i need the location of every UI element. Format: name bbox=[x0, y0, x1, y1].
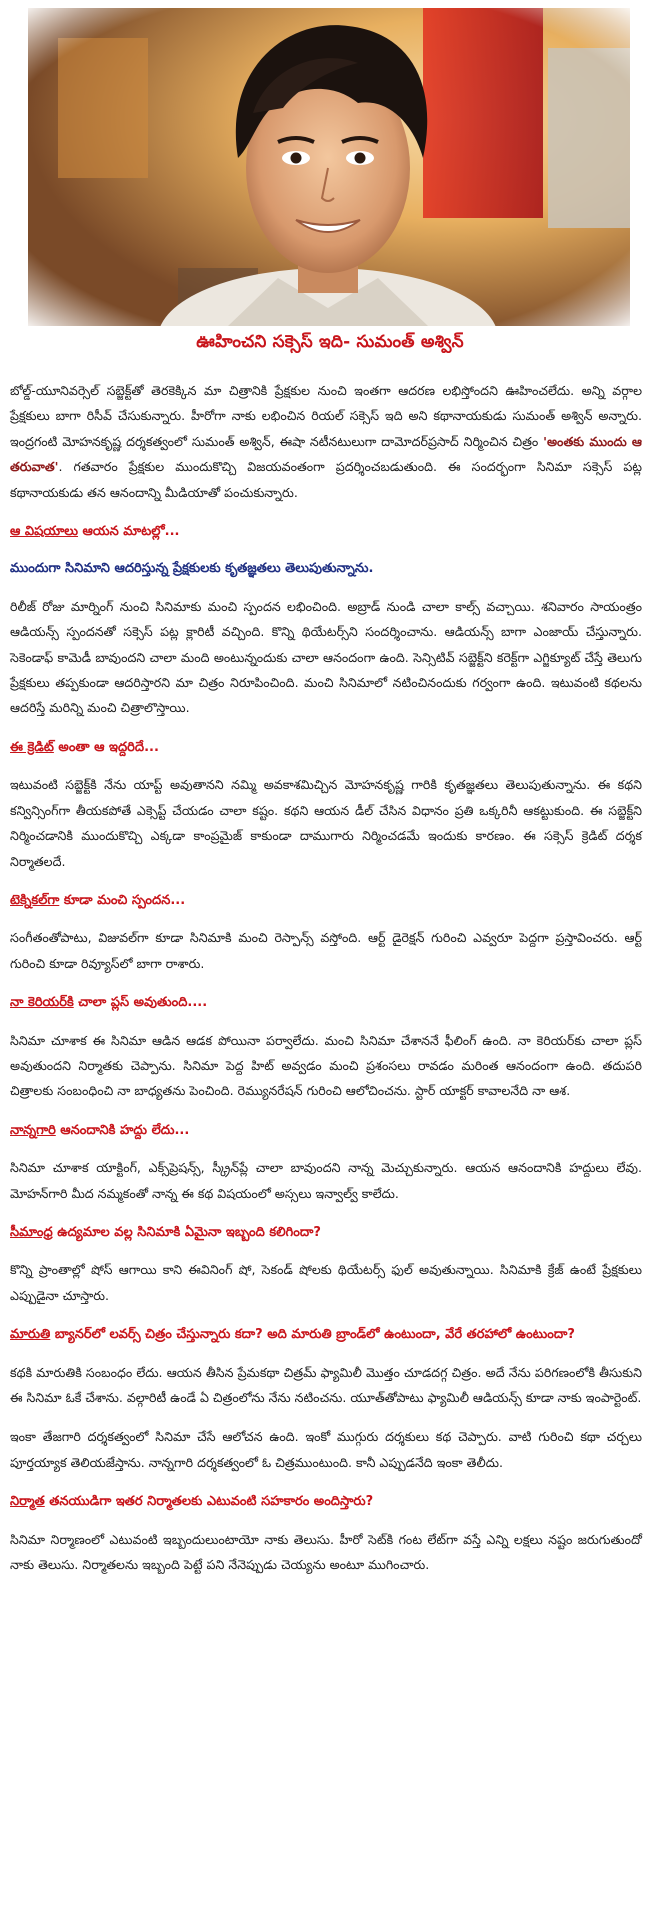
hero-photo-illustration bbox=[28, 8, 630, 326]
section-heading: మారుతి బ్యానర్‌లో లవర్స్ చిత్రం చేస్తున్నారు కదా? అది మారుతి బ్రాండ్‌లో ఉంటుందా, వేరే తరహాలో ఉంటుందా? bbox=[10, 1327, 575, 1343]
section-heading: నిర్మాత తనయుడిగా ఇతర నిర్మాతలకు ఎటువంటి సహకారం అందిస్తారు? bbox=[10, 1494, 374, 1510]
article-headline: ఊహించని సక్సెస్ ఇది- సుమంత్ అశ్విన్ bbox=[196, 332, 464, 352]
section-heading-underline: ఆ విషయాలు bbox=[10, 524, 79, 540]
article-sections bbox=[10, 519, 642, 1577]
hero-photo bbox=[28, 8, 630, 326]
article-body bbox=[10, 378, 642, 1591]
section-heading-underline: మారుతి bbox=[10, 1327, 51, 1343]
section-paragraph: రిలీజ్ రోజు మార్నింగ్ నుంచి సినిమాకు మంచి స్పందన లభించింది. అబ్రాడ్ నుండి చాలా కాల్స్ వచ్చాయి. శనివారం సాయంత్రం ఆడియన్స్ స్పందనతో సక్సెస్ పట్ల క్లారిటీ వచ్చింది. కొన్ని థియేటర్స్‌ని సందర్శించాను. ఆడియన్స్ బాగా ఎంజాయ్ చేస్తున్నారు. సెకెండాఫ్ కామెడీ బావుందని చాలా మంది అంటున్నందుకు చాలా ఆనందంగా ఉంది. సెన్సిటివ్ సబ్జెక్ట్‌ని కరెక్ట్‌గా ఎగ్జిక్యూట్ చేస్తే తెలుగు ప్రేక్షకులు తప్పకుండా ఆదరిస్తారని మా చిత్రం నిరూపించింది. మంచి సినిమాలో నటించినందుకు గర్వంగా ఉంది. ఇటువంటి కథలను ఆదరిస్తే మరిన్ని మంచి చిత్రాలొస్తాయి. bbox=[10, 598, 642, 716]
section-heading-underline: సీమాంధ్ర bbox=[10, 1224, 53, 1240]
section-paragraph: సినిమా నిర్మాణంలో ఎటువంటి ఇబ్బందులుంటాయో నాకు తెలుసు. హీరో సెట్‌కి గంట లేట్‌గా వస్తే ఎన్ని లక్షలు నష్టం జరుగుతుందో నాకు తెలుసు. నిర్మాతలను ఇబ్బంది పెట్టే పని నేనెప్పుడు చెయ్యను అంటూ ముగించారు. bbox=[10, 1531, 642, 1573]
section-heading-underline: నిర్మాత bbox=[10, 1494, 45, 1510]
section-heading: నా కెరియర్‌కి చాలా ప్లస్ అవుతుంది.... bbox=[10, 995, 208, 1011]
section-heading: ముందుగా సినిమాని ఆదరిస్తున్న ప్రేక్షకులకు కృతజ్ఞతలు తెలుపుతున్నాను. bbox=[10, 561, 374, 577]
section-heading: నాన్నగారి ఆనందానికి హద్దు లేదు... bbox=[10, 1122, 190, 1138]
intro-tail: . గతవారం ప్రేక్షకుల ముందుకొచ్చి విజయవంతంగా ప్రదర్శించబడుతుంది. ఈ సందర్భంగా సినిమా సక్సెస్ పట్ల కథానాయకుడు తన ఆనందాన్ని మీడియాతో పంచుకున్నారు. bbox=[10, 459, 642, 500]
intro-text: బోల్డ్-యూనివర్సెల్ సబ్జెక్ట్‌తో తెరకెక్కిన మా చిత్రానికి ప్రేక్షకుల నుంచి ఇంతగా ఆదరణ లభిస్తోందని ఊహించలేదు. అన్ని వర్గాల ప్రేక్షకులు బాగా రిసీవ్ చేసుకున్నారు. హీరోగా నాకు లభించిన రియల్ సక్సెస్ ఇది అని కథానాయకుడు సుమంత్ అశ్విన్ అన్నారు. ఇంద్రగంటి మోహనకృష్ణ దర్శకత్వంలో సుమంత్ అశ్విన్, ఈషా నటీనటులుగా దామోదర్‌ప్రసాద్ నిర్మించిన చిత్రం bbox=[10, 383, 642, 449]
section-paragraph: కథకి మారుతికి సంబంధం లేదు. ఆయన తీసిన ప్రేమకథా చిత్రమ్ ఫ్యామిలీ మొత్తం చూడదగ్గ చిత్రం. అదే నేను పరిగణంలోకి తీసుకుని ఈ సినిమా ఓకే చేశాను. వల్గారిటీ ఉండే ఏ చిత్రంలోను నేను నటించను. యూత్‌తోపాటు ఫ్యామిలీ ఆడియన్స్ కూడా నాకు ఇంపార్టెంట్. bbox=[10, 1364, 642, 1405]
section-heading-underline: నాన్నగారి bbox=[10, 1122, 56, 1138]
section-heading: టెక్నికల్‌గా కూడా మంచి స్పందన... bbox=[10, 892, 186, 908]
section-heading: ఈ క్రెడిట్ అంతా ఆ ఇద్దరిదే... bbox=[10, 739, 159, 755]
section-paragraph: సినిమా చూశాక ఈ సినిమా ఆడిన ఆడక పోయినా పర్వాలేదు. మంచి సినిమా చేశాననే ఫీలింగ్ ఉంది. నా కెరియర్‌కు చాలా ప్లస్ అవుతుందని నిర్మాతకు చెప్పాను. సినిమా పెద్ద హిట్ అవ్వడం మంచి ప్రశంసలు రావడం మరింత ఆనందంగా ఉంది. తదుపరి చిత్రాలకు సంబంధించి నా బాధ్యతను పెంచింది. రెమ్యునరేషన్ గురించి ఆలోచించను. స్టార్ యాక్టర్ కావాలనేది నా ఆశ. bbox=[10, 1032, 642, 1099]
section-paragraph: సినిమా చూశాక యాక్టింగ్, ఎక్స్‌ప్రెషన్స్, స్క్రీన్‌ప్లే చాలా బావుందని నాన్న మెచ్చుకున్నారు. ఆయన ఆనందానికి హద్దులు లేవు. మోహన్‌గారి మీద నమ్మకంతో నాన్న ఈ కథ విషయంలో అస్సలు ఇన్వాల్వ్ కాలేదు. bbox=[10, 1160, 642, 1201]
movie-title-highlight: 'అంతకు ముందు ఆ తరువాత' bbox=[10, 433, 642, 475]
section-paragraph: ఇంకా తేజగారి దర్శకత్వంలో సినిమా చేసే ఆలోచన ఉంది. ఇంకో ముగ్గురు దర్శకులు కథ చెప్పారు. వాటి గురించి కథా చర్చలు పూర్తయ్యాక తెలియజేస్తాను. నాన్నగారి దర్శకత్వంలో ఓ చిత్రముంటుంది. కానీ ఎప్పుడనేది ఇంకా తెలీదు. bbox=[10, 1429, 642, 1470]
section-paragraph: కొన్ని ప్రాంతాల్లో షోస్ ఆగాయి కాని ఈవినింగ్ షో, సెకండ్ షోలకు థియేటర్స్ ఫుల్ అవుతున్నాయి. సినిమాకి క్రేజ్ ఉంటే ప్రేక్షకులు ఎప్పుడైనా చూస్తారు. bbox=[10, 1262, 642, 1303]
intro-paragraph bbox=[10, 378, 642, 505]
section-heading-underline: టెక్నికల్‌గా bbox=[10, 892, 60, 908]
section-heading: సీమాంధ్ర ఉద్యమాల వల్ల సినిమాకి ఏమైనా ఇబ్బంది కలిగిందా? bbox=[10, 1224, 321, 1240]
section-heading: ఆ విషయాలు ఆయన మాటల్లో... bbox=[10, 524, 180, 540]
section-heading-underline: నా కెరియర్‌కి bbox=[10, 995, 74, 1011]
section-paragraph: సంగీతంతోపాటు, విజువల్‌గా కూడా సినిమాకి మంచి రెస్పాన్స్ వస్తోంది. ఆర్ట్ డైరెక్షన్ గురించి ఎవ్వరూ పెద్దగా ప్రస్తావించరు. ఆర్ట్ గురించి కూడా రివ్యూస్‌లో బాగా రాశారు. bbox=[10, 930, 642, 971]
section-heading-underline: ఈ క్రెడిట్ bbox=[10, 739, 54, 755]
section-paragraph: ఇటువంటి సబ్జెక్ట్‌కి నేను యాప్ట్ అవుతానని నమ్మి అవకాశమిచ్చిన మోహనకృష్ణ గారికి కృతజ్ఞతలు తెలుపుతున్నాను. ఈ కథని కన్విన్సింగ్‌గా తీయకపోతే ఎక్సెప్ట్ చేయడం చాలా కష్టం. కథని ఆయన డీల్ చేసిన విధానం ప్రతి ఒక్కరినీ ఆకట్టుకుంది. ఈ సబ్జెక్ట్‌ని నిర్మించడానికి ముందుకొచ్చి ఎక్కడా కాంప్రమైజ్ కాకుండా దాముగారు నిర్మించడమే ఇందుకు కారణం. ఈ సక్సెస్ క్రెడిట్ దర్శక నిర్మాతలదే. bbox=[10, 777, 642, 869]
